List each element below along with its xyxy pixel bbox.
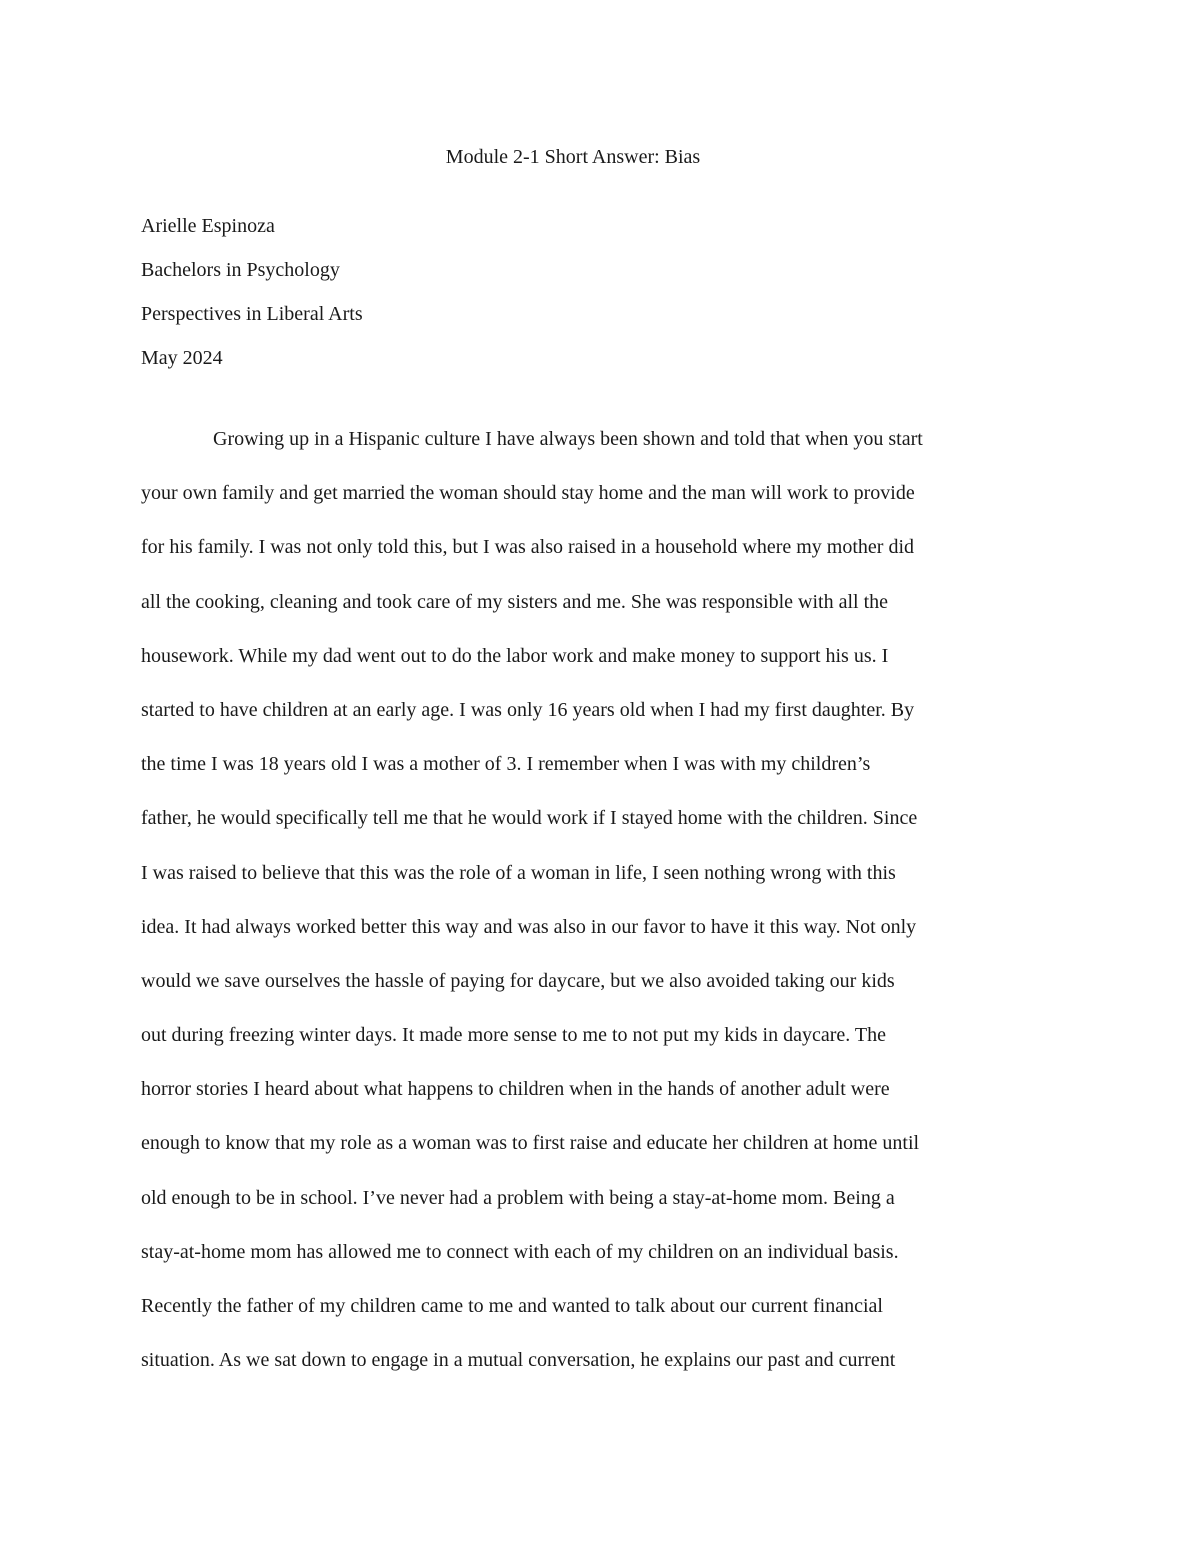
body-line: I was raised to believe that this was the role of a woman in life, I seen nothing wrong with this: [141, 861, 896, 884]
body-line: situation. As we sat down to engage in a mutual conversation, he explains our past and current: [141, 1349, 896, 1372]
body-line: father, he would specifically tell me that he would work if I stayed home with the children. Since: [141, 807, 918, 830]
body-line: out during freezing winter days. It made more sense to me to not put my kids in daycare. The: [141, 1024, 886, 1047]
course-name: Perspectives in Liberal Arts: [141, 303, 363, 325]
body-line: your own family and get married the woman should stay home and the man will work to provide: [141, 482, 915, 505]
body-line: enough to know that my role as a woman was to first raise and educate her children at home until: [141, 1132, 920, 1155]
essay-body: [141, 425, 1071, 1400]
body-line: Recently the father of my children came to me and wanted to talk about our current financial: [141, 1295, 883, 1317]
body-line: Growing up in a Hispanic culture I have always been shown and told that when you start: [213, 428, 923, 450]
body-line: housework. While my dad went out to do the labor work and make money to support his us. I: [141, 644, 889, 667]
body-line: started to have children at an early age. I was only 16 years old when I had my first daughter. By: [141, 698, 915, 721]
body-line: for his family. I was not only told this, but I was also raised in a household where my mother did: [141, 536, 915, 559]
document-title: Module 2-1 Short Answer: Bias: [445, 146, 701, 168]
body-line: all the cooking, cleaning and took care of my sisters and me. She was responsible with all the: [141, 590, 889, 613]
body-line: the time I was 18 years old I was a mother of 3. I remember when I was with my children’s: [141, 753, 871, 776]
author-info-block: [141, 212, 1061, 388]
degree-program: Bachelors in Psychology: [141, 259, 340, 281]
body-line: old enough to be in school. I’ve never had a problem with being a stay-at-home mom. Being a: [141, 1186, 895, 1209]
body-line: stay-at-home mom has allowed me to connect with each of my children on an individual basis.: [141, 1240, 899, 1263]
document-date: May 2024: [141, 347, 223, 369]
body-line: horror stories I heard about what happens to children when in the hands of another adult were: [141, 1078, 890, 1101]
body-line: would we save ourselves the hassle of paying for daycare, but we also avoided taking our kids: [141, 969, 895, 992]
body-line: idea. It had always worked better this way and was also in our favor to have it this way. Not only: [141, 915, 917, 938]
author-name: Arielle Espinoza: [141, 215, 275, 237]
